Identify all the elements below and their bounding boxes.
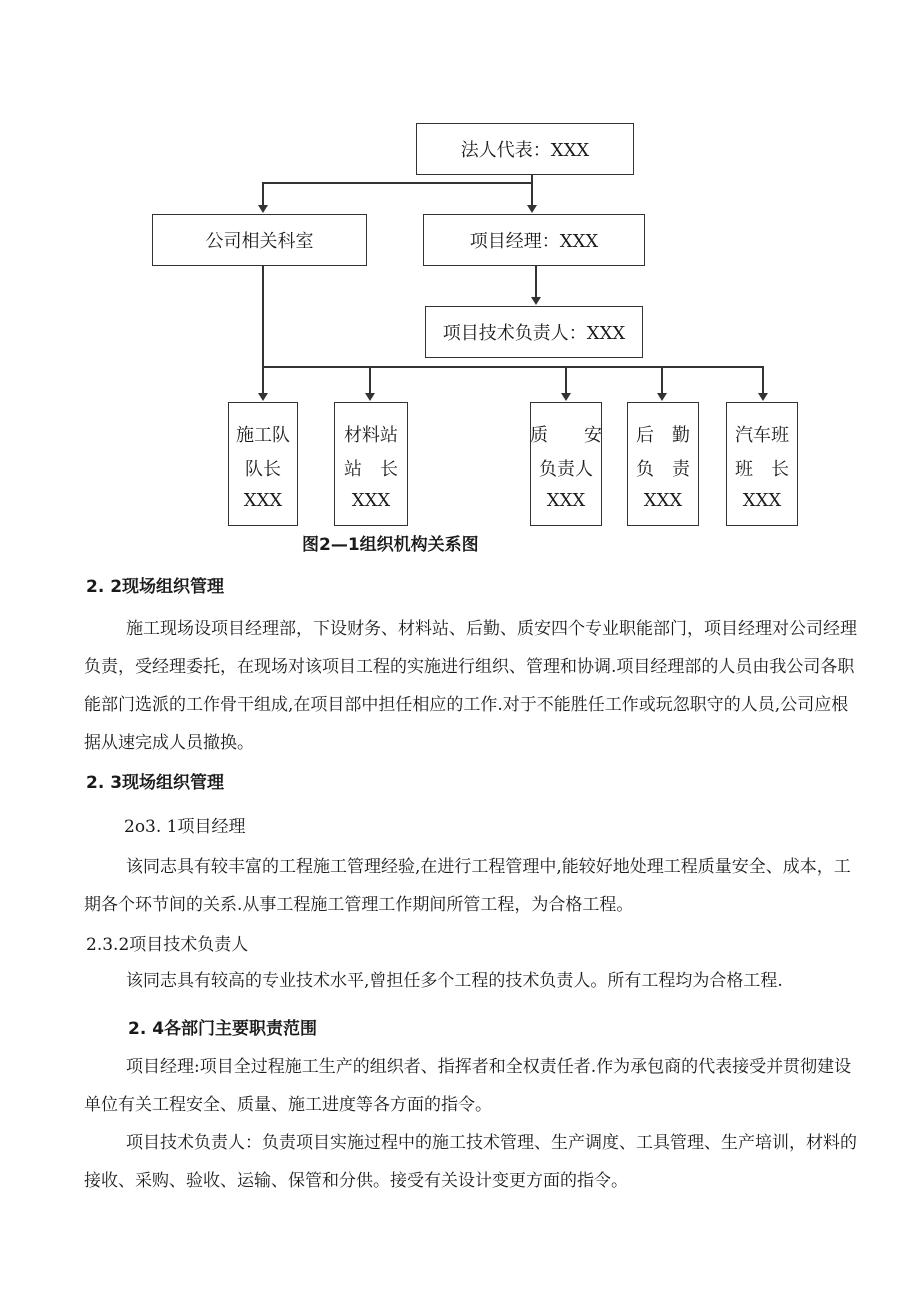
team-line: 负责人 [539, 459, 593, 481]
subsection-body-2-3-2 [84, 962, 860, 1000]
paragraph-text: 该同志具有较高的专业技术水平,曾担任多个工程的技术负责人。所有工程均为合格工程. [126, 971, 783, 991]
team-line: XXX [643, 489, 683, 511]
section-body-2-2 [84, 610, 860, 762]
team-line: 班 长 [735, 459, 789, 481]
arrow-icon [365, 393, 375, 401]
team-box-materials [334, 402, 408, 526]
team-line: 施工队 [236, 425, 290, 447]
connector [262, 266, 264, 366]
subsection-heading-2-3-2: 2.3.2项目技术负责人 [86, 935, 249, 955]
section-heading-2-3: 2. 3现场组织管理 [86, 773, 225, 793]
team-line: XXX [351, 489, 391, 511]
figure-caption: 图2—1组织机构关系图 [302, 535, 479, 555]
team-line: 汽车班 [735, 425, 789, 447]
section-heading-2-4: 2. 4各部门主要职责范围 [128, 1019, 318, 1039]
team-line: 队长 [245, 459, 281, 481]
arrow-icon [258, 205, 268, 213]
team-line: XXX [546, 489, 586, 511]
arrow-icon [561, 393, 571, 401]
arrow-icon [758, 393, 768, 401]
connector [262, 182, 264, 206]
connector [565, 366, 567, 394]
team-box-construction [228, 402, 298, 526]
connector [262, 366, 264, 394]
connector [762, 366, 764, 394]
team-line: 材料站 [344, 425, 398, 447]
paragraph-text: 项目技术负责人：负责项目实施过程中的施工技术管理、生产调度、工具管理、生产培训，材料的接收、采购、验收、运输、保管和分供。接受有关设计变更方面的指令。 [84, 1133, 857, 1191]
connector [262, 366, 764, 368]
connector [535, 266, 537, 298]
arrow-icon [531, 297, 541, 305]
paragraph-text: 项目经理:项目全过程施工生产的组织者、指挥者和全权责任者.作为承包商的代表接受并贯彻建设单位有关工程安全、质量、施工进度等各方面的指令。 [84, 1057, 852, 1115]
team-line: 负 责 [636, 459, 690, 481]
tech-lead-box: 项目技术负责人：XXX [425, 306, 643, 358]
subsection-heading-2-3-1: 2o3. 1项目经理 [124, 817, 246, 837]
connector [262, 182, 533, 184]
team-line: 质 安 [530, 425, 602, 447]
connector [369, 366, 371, 394]
paragraph-text: 施工现场设项目经理部，下设财务、材料站、后勤、质安四个专业职能部门，项目经理对公司经理负责，受经理委托，在现场对该项目工程的实施进行组织、管理和协调.项目经理部的人员由我公司各职能部门选派的工作骨干组成,在项目部中担任相应的工作.对于不能胜任工作或玩忽职守的人员,公司应根据从速完成人员撤换。 [84, 619, 857, 753]
connector [661, 366, 663, 394]
arrow-icon [657, 393, 667, 401]
paragraph-text: 该同志具有较丰富的工程施工管理经验,在进行工程管理中,能较好地处理工程质量安全、成本，工期各个环节间的关系.从事工程施工管理工作期间所管工程，为合格工程。 [84, 857, 851, 915]
legal-rep-box: 法人代表：XXX [416, 123, 634, 175]
team-line: XXX [243, 489, 283, 511]
team-line: 后 勤 [636, 425, 690, 447]
team-box-logistics [627, 402, 699, 526]
arrow-icon [258, 393, 268, 401]
arrow-icon [527, 205, 537, 213]
team-line: XXX [742, 489, 782, 511]
connector [531, 182, 533, 206]
org-chart [0, 0, 920, 560]
team-line: 站 长 [344, 459, 398, 481]
company-dept-box: 公司相关科室 [152, 214, 367, 266]
section-heading-2-2: 2. 2现场组织管理 [86, 577, 225, 597]
team-box-quality-safety [530, 402, 602, 526]
section-body-2-4-tech [84, 1124, 860, 1200]
project-manager-box: 项目经理：XXX [423, 214, 645, 266]
section-body-2-4-pm [84, 1048, 860, 1124]
subsection-body-2-3-1 [84, 848, 860, 924]
team-box-motor-pool [726, 402, 798, 526]
